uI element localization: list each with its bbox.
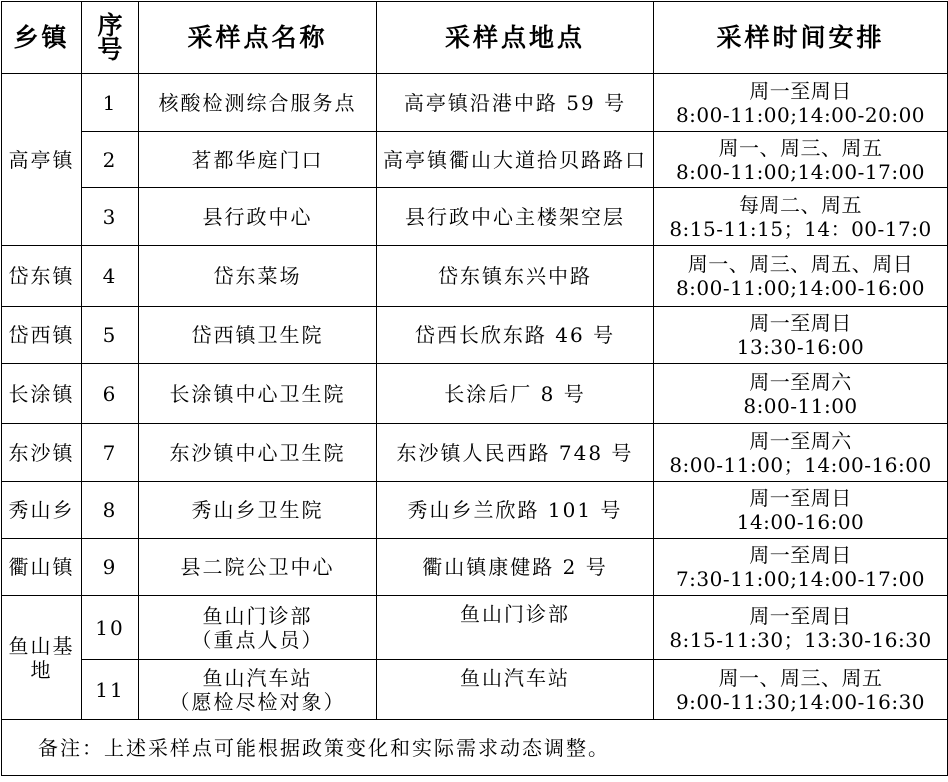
schedule-days: 周一至周日 xyxy=(749,486,852,510)
address-cell: 高亭镇沿港中路 59 号 xyxy=(377,74,654,132)
name-cell: 东沙镇中心卫生院 xyxy=(139,424,377,482)
schedule-days: 周一至周六 xyxy=(749,369,852,394)
seq-cell: 7 xyxy=(82,424,139,482)
table-row xyxy=(2,132,948,188)
name-line1: 鱼山门诊部 xyxy=(202,603,313,628)
name-cell: 县二院公卫中心 xyxy=(139,539,377,596)
name-cell: 岱东菜场 xyxy=(139,246,377,307)
schedule-cell xyxy=(654,482,948,539)
schedule-cell xyxy=(654,307,948,364)
seq-cell: 10 xyxy=(82,596,139,660)
schedule-hours: 8:00-11:00;14:00-16:00 xyxy=(675,276,926,300)
header-seq-line2: 号 xyxy=(97,34,123,64)
header-seq-line1: 序 xyxy=(97,10,123,40)
town-yushan-line2: 地 xyxy=(30,657,53,682)
address-cell: 长涂后厂 8 号 xyxy=(377,364,654,424)
schedule-cell xyxy=(654,188,948,246)
note-text: 备注：上述采样点可能根据政策变化和实际需求动态调整。 xyxy=(2,720,948,776)
name-line1: 鱼山汽车站 xyxy=(202,665,313,690)
name-cell: 茗都华庭门口 xyxy=(139,132,377,188)
schedule-cell xyxy=(654,660,948,720)
address-cell: 东沙镇人民西路 748 号 xyxy=(377,424,654,482)
schedule-hours: 14:00-16:00 xyxy=(736,510,865,534)
town-cell-dongsha: 东沙镇 xyxy=(2,424,82,482)
schedule-cell xyxy=(654,596,948,660)
table-row xyxy=(2,246,948,307)
table-row xyxy=(2,482,948,539)
table-row xyxy=(2,74,948,132)
header-schedule: 采样时间安排 xyxy=(654,2,948,74)
schedule-cell xyxy=(654,539,948,596)
seq-cell: 9 xyxy=(82,539,139,596)
name-line2: （愿检尽检对象） xyxy=(169,689,346,714)
seq-cell: 4 xyxy=(82,246,139,307)
schedule-hours: 13:30-16:00 xyxy=(736,335,865,359)
town-cell-gaoting: 高亭镇 xyxy=(2,74,82,246)
address-cell: 高亭镇衢山大道拾贝路路口 xyxy=(377,132,654,188)
schedule-days: 每周二、周五 xyxy=(739,192,862,217)
address-cell: 县行政中心主楼架空层 xyxy=(377,188,654,246)
schedule-days: 周一至周日 xyxy=(749,543,852,567)
schedule-cell xyxy=(654,246,948,307)
seq-cell: 2 xyxy=(82,132,139,188)
table-row xyxy=(2,539,948,596)
name-cell: 核酸检测综合服务点 xyxy=(139,74,377,132)
schedule-days: 周一至周日 xyxy=(749,603,852,628)
seq-cell: 6 xyxy=(82,364,139,424)
town-cell-daixi: 岱西镇 xyxy=(2,307,82,364)
seq-cell: 8 xyxy=(82,482,139,539)
table-row xyxy=(2,188,948,246)
table-row xyxy=(2,596,948,660)
schedule-hours: 9:00-11:30;14:00-16:30 xyxy=(675,689,926,714)
schedule-days: 周一至周日 xyxy=(749,78,852,103)
schedule-hours: 8:00-11:00 xyxy=(743,393,858,418)
address-cell: 岱西长欣东路 46 号 xyxy=(377,307,654,364)
header-address: 采样点地点 xyxy=(377,2,654,74)
schedule-days: 周一、周三、周五、周日 xyxy=(687,252,914,276)
address-cell: 鱼山门诊部 xyxy=(377,596,654,660)
schedule-days: 周一至周日 xyxy=(749,311,852,335)
town-cell-qushan: 衢山镇 xyxy=(2,539,82,596)
town-cell-daidong: 岱东镇 xyxy=(2,246,82,307)
table-row xyxy=(2,424,948,482)
header-town: 乡镇 xyxy=(2,2,82,74)
schedule-hours: 7:30-11:00;14:00-17:00 xyxy=(675,567,926,591)
header-seq xyxy=(82,2,139,74)
town-cell-yushan xyxy=(2,596,82,720)
seq-cell: 5 xyxy=(82,307,139,364)
schedule-hours: 8:00-11:00;14:00-17:00 xyxy=(675,159,926,184)
schedule-cell xyxy=(654,74,948,132)
seq-cell: 11 xyxy=(82,660,139,720)
seq-cell: 1 xyxy=(82,74,139,132)
name-cell xyxy=(139,660,377,720)
name-cell: 岱西镇卫生院 xyxy=(139,307,377,364)
town-yushan-line1: 鱼山基 xyxy=(8,633,75,658)
table-row xyxy=(2,364,948,424)
address-cell: 岱东镇东兴中路 xyxy=(377,246,654,307)
schedule-hours: 8:15-11:30；13:30-16:30 xyxy=(669,627,932,652)
address-cell: 鱼山汽车站 xyxy=(377,660,654,720)
note-row xyxy=(2,720,948,776)
table-row xyxy=(2,660,948,720)
town-cell-changtu: 长涂镇 xyxy=(2,364,82,424)
name-cell xyxy=(139,596,377,660)
name-cell: 县行政中心 xyxy=(139,188,377,246)
schedule-cell xyxy=(654,424,948,482)
address-cell: 秀山乡兰欣路 101 号 xyxy=(377,482,654,539)
sampling-points-table xyxy=(1,1,948,776)
schedule-hours: 8:15-11:15；14：00-17:0 xyxy=(669,216,932,241)
schedule-cell xyxy=(654,132,948,188)
schedule-days: 周一至周六 xyxy=(749,428,852,453)
schedule-hours: 8:00-11:00;14:00-20:00 xyxy=(675,102,926,127)
name-cell: 长涂镇中心卫生院 xyxy=(139,364,377,424)
header-name: 采样点名称 xyxy=(139,2,377,74)
schedule-days: 周一、周三、周五 xyxy=(718,665,883,690)
schedule-cell xyxy=(654,364,948,424)
schedule-hours: 8:00-11:00；14:00-16:00 xyxy=(669,452,932,477)
town-cell-xiushan: 秀山乡 xyxy=(2,482,82,539)
name-cell: 秀山乡卫生院 xyxy=(139,482,377,539)
schedule-days: 周一、周三、周五 xyxy=(718,135,883,160)
address-cell: 衢山镇康健路 2 号 xyxy=(377,539,654,596)
name-line2: （重点人员） xyxy=(191,627,324,652)
header-row xyxy=(2,2,948,74)
table-row xyxy=(2,307,948,364)
seq-cell: 3 xyxy=(82,188,139,246)
